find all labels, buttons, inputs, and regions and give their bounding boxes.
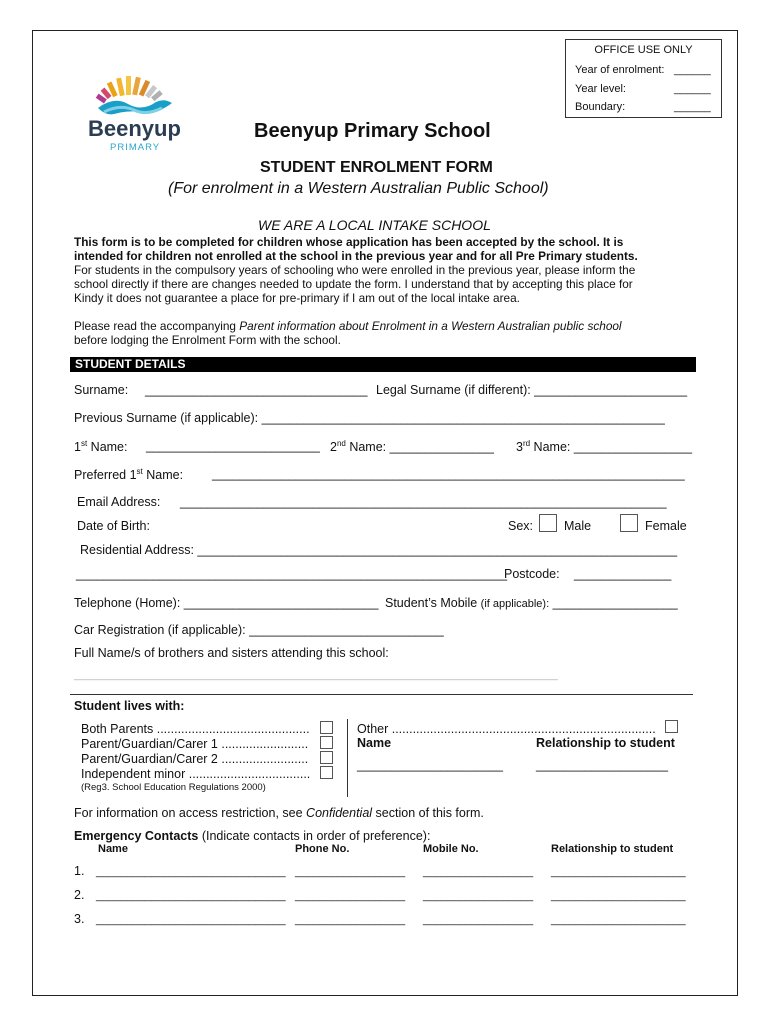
carer-1-checkbox[interactable]: [320, 736, 333, 749]
other-name-field[interactable]: _____________________: [357, 758, 503, 772]
boundary-label: Boundary:: [575, 101, 626, 113]
emergency-col-mobile: Mobile No.: [423, 843, 479, 855]
school-logo: [84, 70, 194, 155]
emergency-relationship-field[interactable]: ______________________: [551, 866, 686, 878]
postcode-field[interactable]: ______________: [574, 567, 672, 581]
emergency-name-field[interactable]: _______________________________: [96, 890, 286, 902]
male-checkbox[interactable]: [539, 514, 557, 532]
address-line-2-field[interactable]: ______________________________________________________________: [76, 567, 508, 581]
other-label: Other ............................................................................: [357, 722, 656, 736]
third-name-field[interactable]: 3rd Name: _________________: [516, 439, 693, 455]
first-name-label: 1st Name:: [74, 439, 128, 455]
email-label: Email Address:: [77, 495, 161, 509]
other-relationship-field[interactable]: ___________________: [536, 758, 669, 772]
email-field[interactable]: ______________________________________________________________________: [180, 495, 667, 509]
emergency-name-field[interactable]: _______________________________: [96, 866, 286, 878]
preferred-name-field[interactable]: ____________________________________________________________________: [212, 467, 685, 481]
intro-bold-line-2: intended for children not enrolled at the school in the previous year and for all Pre Primary students.: [74, 249, 638, 263]
emergency-row-number: 1.: [74, 864, 85, 878]
other-name-label: Name: [357, 736, 392, 750]
emergency-mobile-field[interactable]: __________________: [423, 890, 534, 902]
residential-address-field[interactable]: Residential Address: _____________________________________________________________________: [80, 543, 678, 557]
intro-line-3: For students in the compulsory years of schooling who were enrolled in the previous year, please inform the: [74, 263, 636, 277]
form-title: STUDENT ENROLMENT FORM: [260, 159, 493, 176]
student-mobile-field[interactable]: Student’s Mobile (if applicable): __________________: [385, 596, 678, 610]
emergency-name-field[interactable]: _______________________________: [96, 914, 286, 926]
office-use-title: OFFICE USE ONLY: [594, 44, 693, 56]
section-divider: [70, 694, 693, 695]
form-subtitle: (For enrolment in a Western Australian Public School): [168, 180, 549, 197]
legal-surname-field[interactable]: Legal Surname (if different): ______________________: [376, 383, 688, 397]
emergency-relationship-field[interactable]: ______________________: [551, 914, 686, 926]
office-use-box: [565, 39, 722, 118]
postcode-label: Postcode:: [504, 567, 560, 581]
year-level-field[interactable]: ______: [674, 83, 711, 95]
logo-wordmark: Beenyup: [88, 116, 181, 141]
previous-surname-field[interactable]: Previous Surname (if applicable): __________________________________________________________: [74, 411, 665, 425]
emergency-contacts-heading: Emergency Contacts (Indicate contacts in order of preference):: [74, 829, 431, 843]
female-checkbox[interactable]: [620, 514, 638, 532]
emergency-mobile-field[interactable]: __________________: [423, 866, 534, 878]
telephone-field[interactable]: Telephone (Home): ____________________________: [74, 596, 379, 610]
emergency-row-number: 2.: [74, 888, 85, 902]
emergency-phone-field[interactable]: __________________: [295, 914, 406, 926]
other-relationship-label: Relationship to student: [536, 736, 675, 750]
year-of-enrolment-field[interactable]: ______: [674, 64, 711, 76]
school-name: Beenyup Primary School: [254, 120, 491, 142]
first-name-field[interactable]: _________________________: [146, 439, 320, 453]
independent-minor-label: Independent minor ...................................: [81, 767, 311, 781]
emergency-mobile-field[interactable]: __________________: [423, 914, 534, 926]
year-level-label: Year level:: [575, 83, 626, 95]
read-instructions: Please read the accompanying Parent information about Enrolment in a Western Australian public school: [74, 319, 622, 333]
sex-label: Sex:: [508, 519, 534, 533]
siblings-field[interactable]: _______________________________________________________________________________________: [74, 670, 558, 681]
surname-label: Surname:: [74, 383, 129, 397]
other-checkbox[interactable]: [665, 720, 678, 733]
independent-minor-checkbox[interactable]: [320, 766, 333, 779]
intro-line-5: Kindy it does not guarantee a place for pre-primary if I am out of the local intake area.: [74, 291, 520, 305]
both-parents-label: Both Parents ............................................: [81, 722, 310, 736]
intro-bold-line-1: This form is to be completed for children whose application has been accepted by the school. It is: [74, 235, 624, 249]
female-label: Female: [645, 519, 687, 533]
dob-label: Date of Birth:: [77, 519, 150, 533]
lives-with-divider: [347, 719, 348, 797]
siblings-label: Full Name/s of brothers and sisters attending this school:: [74, 646, 389, 660]
male-label: Male: [564, 519, 592, 533]
emergency-phone-field[interactable]: __________________: [295, 890, 406, 902]
emergency-col-relationship: Relationship to student: [551, 843, 674, 855]
carer-2-label: Parent/Guardian/Carer 2 .........................: [81, 752, 309, 766]
regulation-note: (Reg3. School Education Regulations 2000): [81, 782, 266, 793]
student-details-heading: STUDENT DETAILS: [70, 357, 696, 372]
lives-with-heading: Student lives with:: [74, 699, 185, 713]
emergency-relationship-field[interactable]: ______________________: [551, 890, 686, 902]
logo-graphic: [84, 70, 194, 155]
intake-notice: WE ARE A LOCAL INTAKE SCHOOL: [258, 217, 491, 233]
emergency-phone-field[interactable]: __________________: [295, 866, 406, 878]
emergency-col-phone: Phone No.: [295, 843, 350, 855]
logo-subtext: PRIMARY: [110, 142, 161, 153]
emergency-row-number: 3.: [74, 912, 85, 926]
preferred-name-label: Preferred 1st Name:: [74, 467, 184, 483]
carer-2-checkbox[interactable]: [320, 751, 333, 764]
carer-1-label: Parent/Guardian/Carer 1 .........................: [81, 737, 309, 751]
year-of-enrolment-label: Year of enrolment:: [575, 64, 665, 76]
access-restriction-note: For information on access restriction, see Confidential section of this form.: [74, 806, 484, 820]
emergency-col-name: Name: [98, 843, 128, 855]
car-registration-field[interactable]: Car Registration (if applicable): ____________________________: [74, 623, 444, 637]
boundary-field[interactable]: ______: [674, 101, 711, 113]
read-instructions-2: before lodging the Enrolment Form with the school.: [74, 333, 341, 347]
intro-line-4: school directly if there are changes needed to update the form. I understand that by accepting this place for: [74, 277, 633, 291]
both-parents-checkbox[interactable]: [320, 721, 333, 734]
second-name-field[interactable]: 2nd Name: _______________: [330, 439, 494, 455]
surname-field[interactable]: ________________________________: [145, 383, 368, 397]
